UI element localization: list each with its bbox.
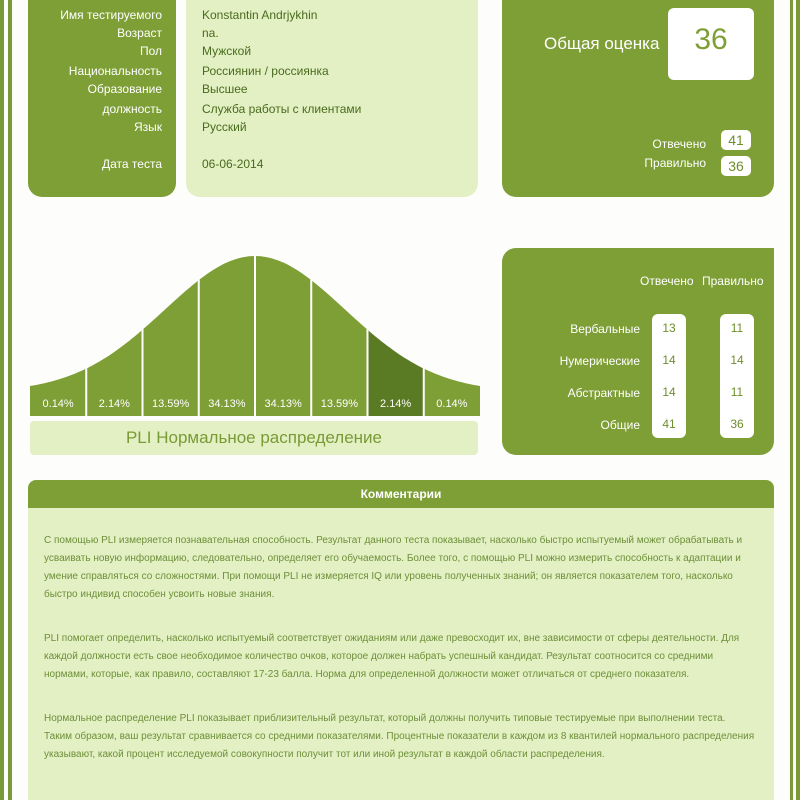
normal-distribution-curve (30, 248, 480, 416)
distribution-segment-label: 2.14% (380, 398, 412, 410)
comment-paragraph: PLI помогает определить, насколько испытуемый соответствует ожиданиям или даже превосходит их, вне зависимости от сферы деятельности. Для каждой должности есть свое необходимое количество очков, которое должен набрать успешный кандидат. Результат соотносится со средними нормами, которые, как правило, составляют 17-23 балла. Норма для определенной должности может отличаться от среднего показателя. (44, 633, 740, 680)
comment-paragraph: Нормальное распределение PLI показывает приблизительный результат, который должны получить типовые тестируемые при выполнении теста. Таким образом, ваш результат сравнивается со средними показателями. Процентные показатели в каждом из 8 квантилей нормального распределения указывают, какой процент исследуемой совокупности получит тот или иной результат в каждой области распределения. (44, 713, 755, 760)
comments-body (28, 508, 774, 800)
label-name: Имя тестируемого (60, 8, 162, 22)
value-age: na. (202, 26, 219, 40)
distribution-segment (255, 248, 311, 416)
label-nationality: Национальность (68, 64, 162, 78)
overall-score-panel (502, 0, 774, 197)
distribution-segment (30, 248, 86, 416)
breakdown-label-abstract: Абстрактные (567, 386, 640, 400)
distribution-segment (424, 248, 480, 416)
distribution-segment (368, 248, 424, 416)
numeric-answered: 14 (654, 350, 684, 370)
distribution-segment-label: 13.59% (151, 398, 190, 410)
distribution-segment-label: 13.59% (320, 398, 359, 410)
label-education: Образование (87, 82, 162, 96)
abstract-correct: 11 (722, 382, 752, 402)
candidate-info-values (186, 0, 478, 197)
value-education: Высшее (202, 82, 248, 96)
label-age: Возраст (117, 26, 162, 40)
breakdown-label-numeric: Нумерические (559, 354, 640, 368)
distribution-segment-label: 2.14% (98, 398, 130, 410)
distribution-segment (143, 248, 199, 416)
value-position: Служба работы с клиентами (202, 102, 362, 116)
breakdown-label-verbal: Вербальные (570, 322, 640, 336)
total-correct: 36 (722, 414, 752, 434)
value-name: Konstantin Andrjykhin (202, 8, 318, 22)
label-position: должность (102, 102, 162, 116)
label-test-date: Дата теста (102, 157, 162, 171)
overall-score-value: 36 (668, 8, 754, 80)
value-gender: Мужской (202, 44, 252, 58)
label-language: Язык (133, 120, 162, 134)
value-language: Русский (202, 120, 247, 134)
distribution-segment (86, 248, 142, 416)
verbal-answered: 13 (654, 318, 684, 338)
answered-value: 41 (721, 130, 751, 150)
comments-header: Комментарии (28, 480, 774, 508)
candidate-info-labels (28, 0, 176, 197)
value-nationality: Россиянин / россиянка (202, 64, 329, 78)
verbal-correct: 11 (722, 318, 752, 338)
breakdown-correct-header: Правильно (702, 274, 764, 288)
numeric-correct: 14 (722, 350, 752, 370)
overall-score-title: Общая оценка (544, 34, 660, 53)
distribution-caption: PLI Нормальное распределение (30, 421, 478, 455)
breakdown-label-total: Общие (600, 418, 640, 432)
distribution-segment (199, 248, 255, 416)
distribution-segment-label: 0.14% (436, 398, 468, 410)
right-frame-border (790, 0, 800, 800)
left-frame-border (0, 0, 12, 800)
abstract-answered: 14 (654, 382, 684, 402)
distribution-segment-label: 34.13% (208, 398, 246, 410)
distribution-segment (311, 248, 367, 416)
distribution-segment-label: 34.13% (264, 398, 302, 410)
value-test-date: 06-06-2014 (202, 157, 264, 171)
distribution-segment-label: 0.14% (42, 398, 74, 410)
comment-paragraph: С помощью PLI измеряется познавательная способность. Результат данного теста показывает, насколько быстро испытуемый может обрабатывать и усваивать новую информацию, следовательно, определяет его обучаемость. Более того, с помощью PLI можно измерить способность к адаптации и умение справляться со сложностями. При помощи PLI не измеряется IQ или уровень полученных знаний; он является показателем того, насколько быстро индивид способен усвоить новые знания. (44, 535, 743, 600)
correct-label: Правильно (644, 156, 706, 170)
breakdown-answered-header: Отвечено (640, 274, 694, 288)
answered-label: Отвечено (652, 137, 706, 151)
label-gender: Пол (139, 44, 162, 58)
bell-curve-graphic (30, 248, 480, 416)
correct-value: 36 (721, 156, 751, 176)
total-answered: 41 (654, 414, 684, 434)
score-breakdown-panel (502, 248, 774, 455)
